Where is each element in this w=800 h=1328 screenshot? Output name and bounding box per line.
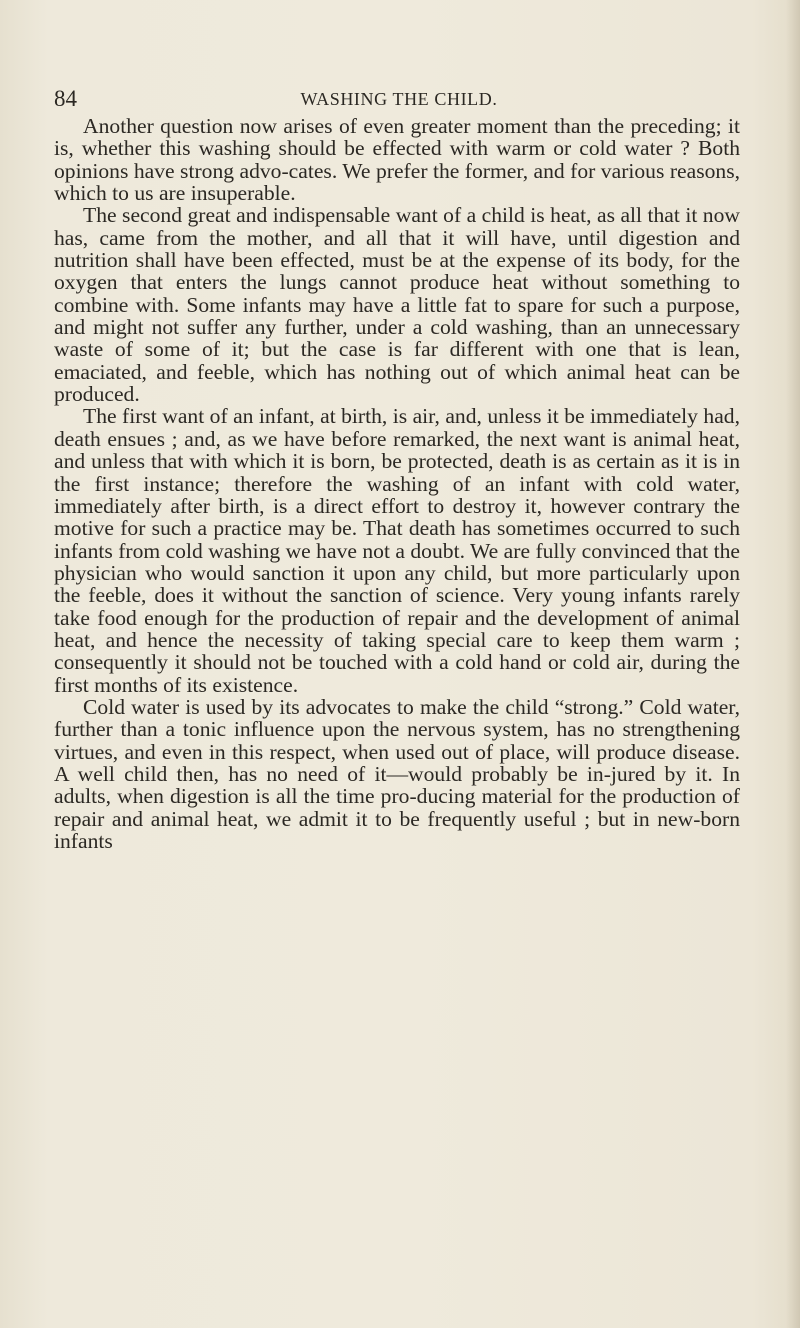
paragraph-air-and-heat: The first want of an infant, at birth, is air, and, unless it be immediately had, death ensues ; and, as we have before remarked, the next want is animal heat, and unless that with which it is born, be protected, death is as certain as it is in the first instance; therefore the washing of an infant with cold water, immediately after birth, is a direct effort to destroy it, however contrary the motive for such a practice may be. That death has sometimes occurred to such infants from cold washing we have not a doubt. We are fully convinced that the physician who would sanction it upon any child, but more particularly upon the feeble, does it without the sanction of science. Very young infants rarely take food enough for the production of repair and the development of animal heat, and hence the necessity of taking special care to keep them warm ; consequently it should not be touched with a cold hand or cold air, during the first months of its existence.	[54, 404, 740, 697]
page-header	[54, 86, 744, 112]
paragraph-cold-water: Cold water is used by its advocates to make the child “strong.” Cold water, further than a tonic influence upon the nervous system, has no strengthening virtues, and even in this respect, when used out of place, will produce disease. A well child then, has no need of it—would probably be in-jured by it. In adults, when digestion is all the time pro-ducing material for the production of repair and animal heat, we admit it to be frequently useful ; but in new-born infants	[54, 694, 740, 853]
body-text	[54, 115, 740, 852]
page-number: 84	[54, 86, 77, 111]
paragraph-need-for-heat: The second great and indispensable want of a child is heat, as all that it now has, came from the mother, and all that it will have, until digestion and nutrition shall have been effected, must be at the expense of its body, for the oxygen that enters the lungs cannot produce heat without something to combine with. Some infants may have a little fat to spare for such a purpose, and might not suffer any further, under a cold washing, than an unnecessary waste of some of it; but the case is far different with one that is lean, emaciated, and feeble, which has nothing out of which animal heat can be produced.	[54, 203, 740, 407]
running-title: WASHING THE CHILD.	[300, 89, 498, 109]
paragraph-temperature-question: Another question now arises of even greater moment than the preceding; it is, whether this washing should be effected with warm or cold water ? Both opinions have strong advo-cates. We prefer the former, and for various reasons, which to us are insuperable.	[54, 114, 740, 206]
page-fold-shadow	[786, 0, 800, 1328]
